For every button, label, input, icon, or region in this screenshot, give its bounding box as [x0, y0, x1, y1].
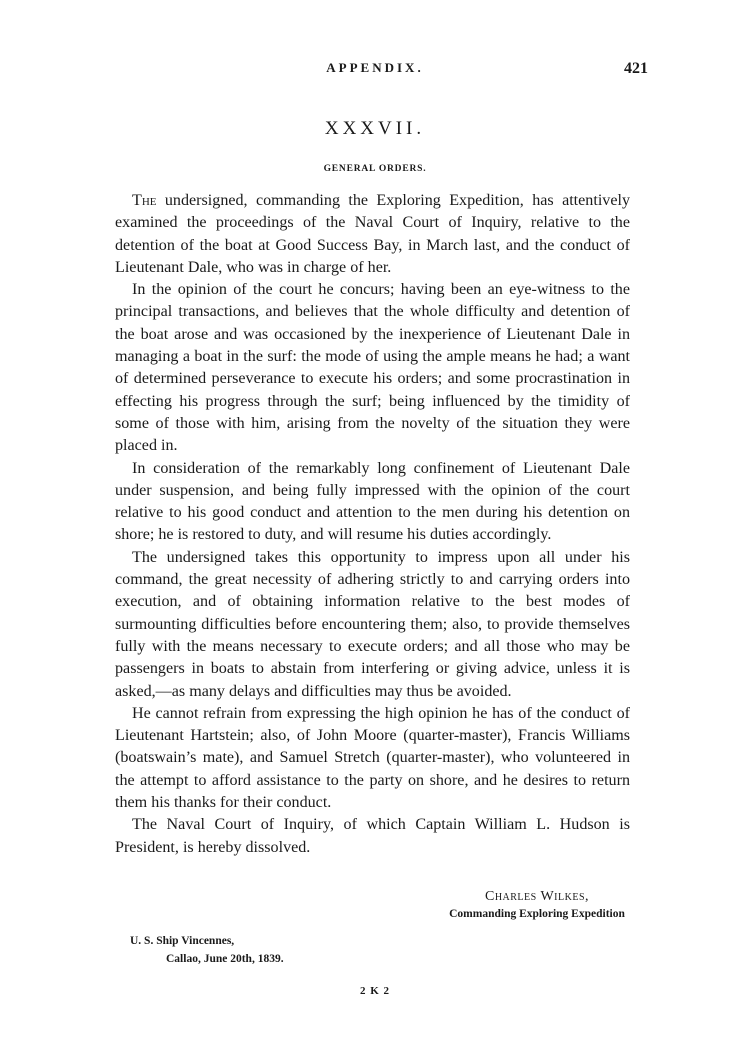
- paragraph-4: The undersigned takes this opportunity to impress upon all under his command, the great necessity of adhering strictly to and carrying orders into execution, and of obtaining information relative to the best modes of surmounting difficulties before encountering them; also, to provide themselves fully with the means necessary to execute orders; and all those who may be passengers in boats to abstain from interfering or giving advice, unless it is asked,—as many delays and difficulties may thus be avoided.: [115, 548, 630, 700]
- paragraph-5: He cannot refrain from expressing the high opinion he has of the conduct of Lieutenant Hartstein; also, of John Moore (quarter-master), Francis Williams (boatswain’s mate), and Samuel Stretch (quarter-master), who volunteered in the attempt to afford assistance to the party on shore, and he desires to return them his thanks for their conduct.: [115, 704, 630, 812]
- page-number: 421: [624, 60, 648, 77]
- running-head: APPENDIX.: [326, 60, 424, 75]
- paragraph-6: The Naval Court of Inquiry, of which Captain William L. Hudson is President, is hereby dissolved.: [115, 816, 630, 856]
- paragraph-lead-word: The: [132, 192, 157, 209]
- signatory-title: Commanding Exploring Expedition: [449, 908, 625, 920]
- body-text: [115, 190, 630, 859]
- paragraph-3: In consideration of the remarkably long confinement of Lieutenant Dale under suspension, and being fully impressed with the opinion of the court relative to his good conduct and attention to the men during his detention on shore; he is restored to duty, and will resume his duties accordingly.: [115, 459, 630, 544]
- paragraph-2: In the opinion of the court he concurs; having been an eye-witness to the principal transactions, and believes that the whole difficulty and detention of the boat arose and was occasioned by the inexperience of Lieutenant Dale in managing a boat in the surf: the mode of using the ample means he had; a want of determined perseverance to execute his orders; and some procrastination in effecting his progress through the surf; being influenced by the timidity of some of those with him, arising from the novelty of the situation they were placed in.: [115, 281, 630, 455]
- signatory-name: Charles Wilkes,: [484, 889, 590, 904]
- place-date: Callao, June 20th, 1839.: [166, 953, 284, 965]
- paragraph-text: undersigned, commanding the Exploring Expedition, has attentively examined the proceedings of the Naval Court of Inquiry, relative to the detention of the boat at Good Success Bay, in March last, and the conduct of Lieutenant Dale, who was in charge of her.: [115, 192, 630, 276]
- ship-name: U. S. Ship Vincennes,: [130, 935, 235, 947]
- signature-mark: 2 K 2: [359, 985, 391, 997]
- place-date-block: [130, 932, 284, 968]
- section-number: XXXVII.: [324, 118, 426, 139]
- signature-block: [427, 889, 647, 920]
- section-title: GENERAL ORDERS.: [323, 164, 427, 174]
- paragraph-1: [115, 190, 630, 279]
